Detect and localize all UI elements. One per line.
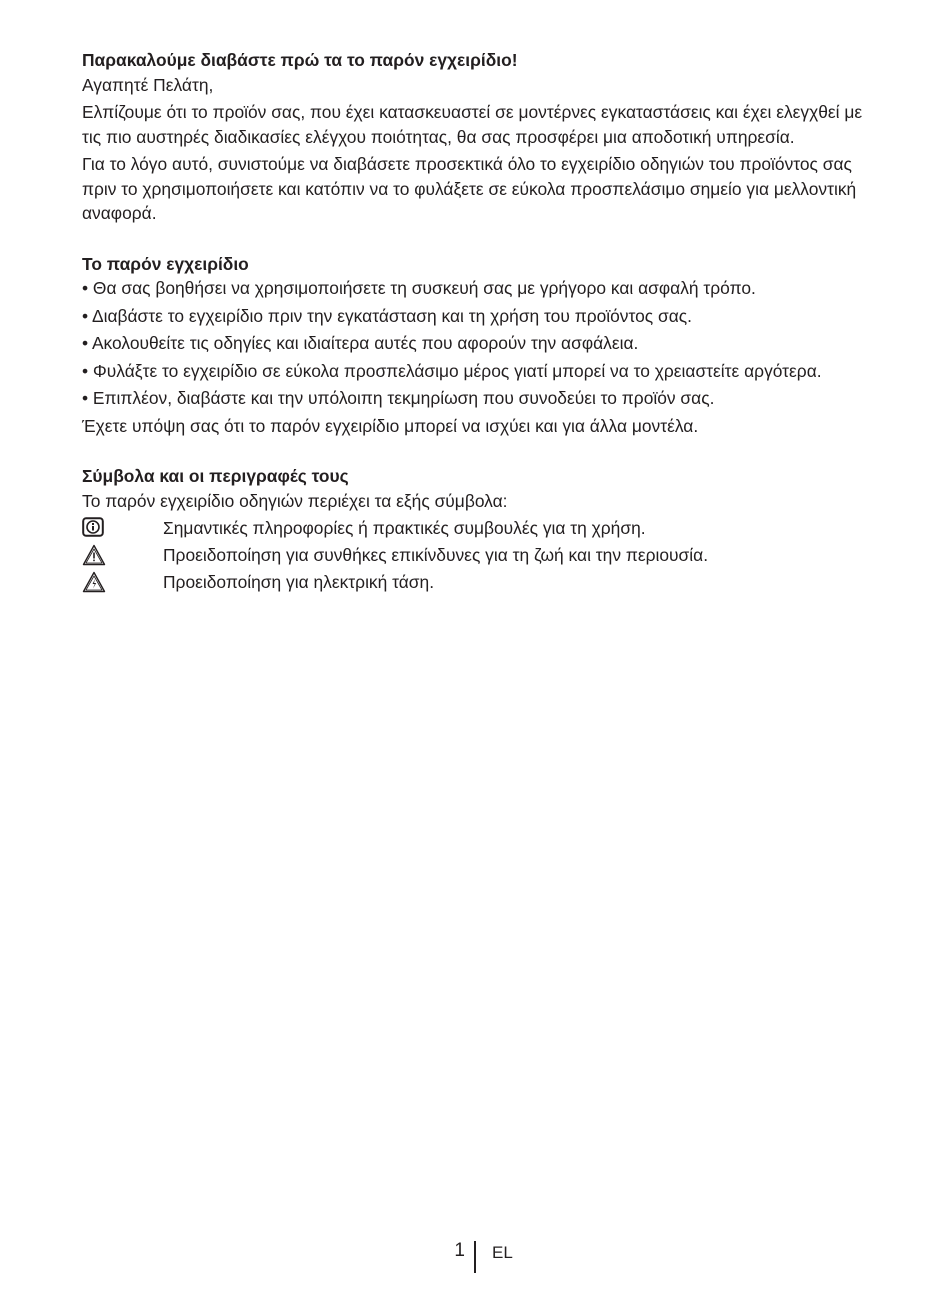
symbol-row-electric bbox=[82, 570, 872, 597]
manual-section bbox=[82, 252, 872, 439]
page-number: 1 bbox=[454, 1240, 465, 1261]
symbol-description: Προειδοποίηση για συνθήκες επικίνδυνες για τη ζωή και την περιουσία. bbox=[163, 545, 709, 565]
intro-title: Παρακαλούμε διαβάστε πρώ τα το παρόν εγχειρίδιο! bbox=[82, 50, 518, 70]
bullet-item: • Διαβάστε το εγχειρίδιο πριν την εγκατάσταση και τη χρήση του προϊόντος σας. bbox=[82, 305, 692, 326]
models-note: Έχετε υπόψη σας ότι το παρόν εγχειρίδιο μπορεί να ισχύει και για άλλα μοντέλα. bbox=[82, 415, 699, 436]
symbol-description: Σημαντικές πληροφορίες ή πρακτικές συμβουλές για τη χρήση. bbox=[163, 518, 646, 538]
footer-divider bbox=[474, 1241, 476, 1273]
info-icon bbox=[82, 516, 163, 540]
language-code: EL bbox=[492, 1243, 513, 1262]
symbol-row-info bbox=[82, 516, 872, 543]
symbol-row-warning bbox=[82, 543, 872, 570]
bullet-item: • Θα σας βοηθήσει να χρησιμοποιήσετε τη συσκευή σας με γρήγορο και ασφαλή τρόπο. bbox=[82, 278, 756, 298]
page-footer bbox=[0, 1238, 950, 1278]
bullet-item: • Φυλάξτε το εγχειρίδιο σε εύκολα προσπελάσιμο μέρος γιατί μπορεί να το χρειαστείτε αργότερα. bbox=[82, 360, 822, 381]
symbols-title: Σύμβολα και οι περιγραφές τους bbox=[82, 466, 349, 486]
intro-paragraph-2: Για το λόγο αυτό, συνιστούμε να διαβάσετε προσεκτικά όλο το εγχειρίδιο οδηγιών του προϊόντος σας πριν το χρησιμοποιήσετε και κατόπιν να το φυλάξετε σε εύκολα προσπελάσιμο σημείο για μελλοντική αναφορά. bbox=[82, 154, 857, 223]
manual-title: Το παρόν εγχειρίδιο bbox=[82, 253, 249, 274]
electric-warning-icon bbox=[82, 570, 163, 594]
page-content bbox=[82, 48, 872, 597]
symbol-description: Προειδοποίηση για ηλεκτρική τάση. bbox=[163, 572, 435, 592]
bullet-item: • Ακολουθείτε τις οδηγίες και ιδιαίτερα αυτές που αφορούν την ασφάλεια. bbox=[82, 333, 639, 353]
intro-section bbox=[82, 48, 872, 226]
intro-paragraph-1: Ελπίζουμε ότι το προϊόν σας, που έχει κατασκευαστεί σε μοντέρνες εγκαταστάσεις και έχει ελεγχθεί με τις πιο αυστηρές διαδικασίες ελέγχου ποιότητας, θα σας προσφέρει μια αποδοτική υπηρεσία. bbox=[82, 102, 863, 147]
bullet-item: • Επιπλέον, διαβάστε και την υπόλοιπη τεκμηρίωση που συνοδεύει το προϊόν σας. bbox=[82, 388, 715, 408]
symbols-section bbox=[82, 464, 872, 597]
symbols-intro: Το παρόν εγχειρίδιο οδηγιών περιέχει τα εξής σύμβολα: bbox=[82, 490, 508, 511]
warning-triangle-icon bbox=[82, 543, 163, 567]
greeting: Αγαπητέ Πελάτη, bbox=[82, 74, 214, 95]
